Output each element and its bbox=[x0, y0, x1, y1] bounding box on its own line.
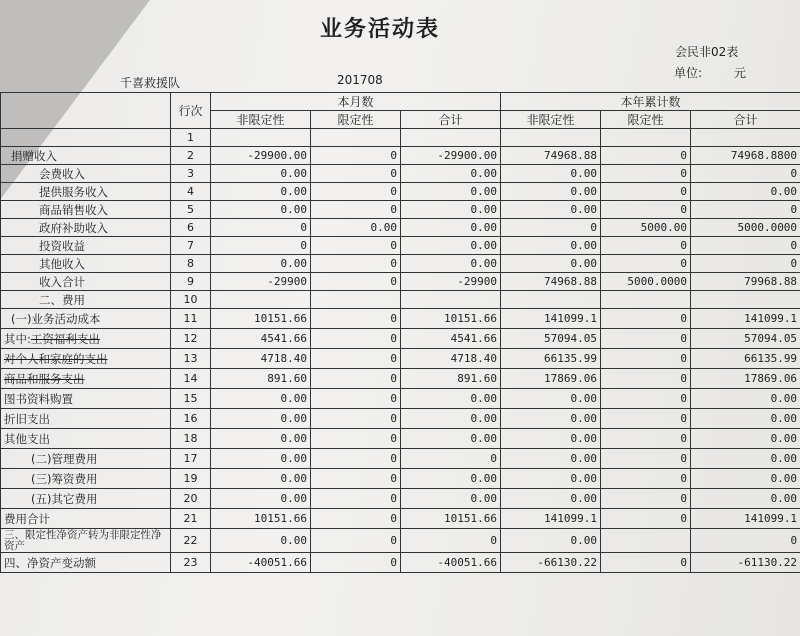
cell-y-unres: 66135.99 bbox=[501, 349, 601, 369]
cell-y-unres: 141099.1 bbox=[501, 309, 601, 329]
cell-m-unres: 0.00 bbox=[211, 469, 311, 489]
row-number: 14 bbox=[171, 369, 211, 389]
struck-label-text: 工资福利支出 bbox=[30, 331, 100, 346]
cell-m-res: 0 bbox=[311, 309, 401, 329]
row-number: 15 bbox=[171, 389, 211, 409]
cell-m-total: 0.00 bbox=[401, 409, 501, 429]
row-number: 18 bbox=[171, 429, 211, 449]
cell-y-total: 0.00 bbox=[691, 409, 800, 429]
table-row bbox=[1, 489, 800, 509]
cell-y-total bbox=[691, 129, 800, 147]
cell-y-total: -61130.22 bbox=[691, 553, 800, 573]
row-label bbox=[1, 329, 171, 349]
table-row bbox=[1, 219, 800, 237]
cell-m-res: 0 bbox=[311, 409, 401, 429]
cell-m-total: 10151.66 bbox=[401, 309, 501, 329]
row-number: 7 bbox=[171, 237, 211, 255]
cell-m-total: 0.00 bbox=[401, 429, 501, 449]
cell-y-res: 0 bbox=[601, 201, 691, 219]
cell-y-unres: 74968.88 bbox=[501, 147, 601, 165]
cell-y-res: 5000.0000 bbox=[601, 273, 691, 291]
month-total-header: 合计 bbox=[401, 111, 501, 129]
cell-m-res: 0 bbox=[311, 183, 401, 201]
row-label bbox=[1, 389, 171, 409]
row-number: 13 bbox=[171, 349, 211, 369]
row-number: 19 bbox=[171, 469, 211, 489]
table-row bbox=[1, 409, 800, 429]
cell-y-unres: 0.00 bbox=[501, 201, 601, 219]
row-label-text: 折旧支出 bbox=[4, 411, 50, 426]
cell-m-res: 0 bbox=[311, 469, 401, 489]
cell-m-total: -29900.00 bbox=[401, 147, 501, 165]
table-row bbox=[1, 509, 800, 529]
cell-m-unres: 0.00 bbox=[211, 529, 311, 553]
cell-y-res: 0 bbox=[601, 369, 691, 389]
row-label-text: 商品销售收入 bbox=[39, 202, 108, 217]
row-label bbox=[1, 489, 171, 509]
row-label bbox=[1, 349, 171, 369]
cell-y-res bbox=[601, 529, 691, 553]
cell-y-unres: 0.00 bbox=[501, 255, 601, 273]
row-label-text: 三、限定性净资产转为非限定性净资产 bbox=[4, 528, 162, 552]
ytd-total-header: 合计 bbox=[691, 111, 800, 129]
cell-m-unres: 0 bbox=[211, 237, 311, 255]
cell-y-res: 0 bbox=[601, 489, 691, 509]
row-label-text: 费用合计 bbox=[4, 511, 50, 526]
cell-y-res: 0 bbox=[601, 389, 691, 409]
cell-m-unres: -29900 bbox=[211, 273, 311, 291]
row-label-text: 会费收入 bbox=[39, 166, 85, 181]
cell-m-unres: 0.00 bbox=[211, 429, 311, 449]
cell-m-unres: -40051.66 bbox=[211, 553, 311, 573]
ytd-unrestricted-header: 非限定性 bbox=[501, 111, 601, 129]
cell-y-unres: 17869.06 bbox=[501, 369, 601, 389]
cell-y-unres: 141099.1 bbox=[501, 509, 601, 529]
table-row bbox=[1, 349, 800, 369]
cell-m-res: 0 bbox=[311, 389, 401, 409]
row-label bbox=[1, 509, 171, 529]
cell-m-res: 0 bbox=[311, 529, 401, 553]
row-label-text: 投资收益 bbox=[39, 238, 85, 253]
organization-name: 千喜救援队 bbox=[120, 76, 181, 90]
cell-m-total: 0 bbox=[401, 529, 501, 553]
cell-y-unres: -66130.22 bbox=[501, 553, 601, 573]
unit-line bbox=[674, 64, 747, 81]
cell-m-unres: 4718.40 bbox=[211, 349, 311, 369]
cell-m-unres: 4541.66 bbox=[211, 329, 311, 349]
row-label bbox=[1, 529, 171, 553]
cell-m-res: 0 bbox=[311, 509, 401, 529]
month-restricted-header: 限定性 bbox=[311, 111, 401, 129]
cell-m-total: 0.00 bbox=[401, 389, 501, 409]
cell-y-res bbox=[601, 129, 691, 147]
report-period: 201708 bbox=[337, 73, 383, 87]
row-label bbox=[1, 469, 171, 489]
cell-y-total bbox=[691, 291, 800, 309]
cell-m-res: 0 bbox=[311, 329, 401, 349]
table-row bbox=[1, 529, 800, 553]
row-number: 8 bbox=[171, 255, 211, 273]
cell-m-res: 0.00 bbox=[311, 219, 401, 237]
cell-y-total: 0 bbox=[691, 255, 800, 273]
table-row bbox=[1, 469, 800, 489]
cell-m-total: 0.00 bbox=[401, 183, 501, 201]
row-number: 1 bbox=[171, 129, 211, 147]
row-label bbox=[1, 183, 171, 201]
cell-m-unres: 0.00 bbox=[211, 201, 311, 219]
cell-y-unres: 74968.88 bbox=[501, 273, 601, 291]
this-month-header: 本月数 bbox=[211, 93, 501, 111]
unit-value: 元 bbox=[734, 66, 747, 80]
row-label-text: 图书资料购置 bbox=[4, 391, 73, 406]
cell-m-res: 0 bbox=[311, 489, 401, 509]
cell-m-res: 0 bbox=[311, 553, 401, 573]
cell-m-res bbox=[311, 291, 401, 309]
cell-y-unres: 57094.05 bbox=[501, 329, 601, 349]
cell-m-res: 0 bbox=[311, 165, 401, 183]
table-row bbox=[1, 255, 800, 273]
table-row bbox=[1, 201, 800, 219]
cell-m-unres bbox=[211, 129, 311, 147]
row-label-text: (一)业务活动成本 bbox=[11, 311, 101, 326]
unit-label: 单位: bbox=[674, 66, 703, 80]
cell-y-total: 79968.88 bbox=[691, 273, 800, 291]
row-label-text: 其他支出 bbox=[4, 431, 50, 446]
cell-y-unres: 0.00 bbox=[501, 389, 601, 409]
cell-y-res: 0 bbox=[601, 349, 691, 369]
cell-m-total: 0.00 bbox=[401, 489, 501, 509]
header-row-1 bbox=[1, 93, 800, 111]
cell-m-total bbox=[401, 291, 501, 309]
cell-y-total: 74968.8800 bbox=[691, 147, 800, 165]
row-label bbox=[1, 429, 171, 449]
cell-y-res: 0 bbox=[601, 509, 691, 529]
row-label bbox=[1, 369, 171, 389]
row-label bbox=[1, 129, 171, 147]
row-number: 16 bbox=[171, 409, 211, 429]
cell-m-unres: 0.00 bbox=[211, 183, 311, 201]
row-no-header: 行次 bbox=[171, 93, 211, 129]
cell-m-unres: 891.60 bbox=[211, 369, 311, 389]
cell-m-unres: 10151.66 bbox=[211, 509, 311, 529]
row-label bbox=[1, 255, 171, 273]
cell-m-unres: -29900.00 bbox=[211, 147, 311, 165]
cell-m-unres bbox=[211, 291, 311, 309]
month-unrestricted-header: 非限定性 bbox=[211, 111, 311, 129]
cell-y-unres: 0.00 bbox=[501, 183, 601, 201]
table-row bbox=[1, 309, 800, 329]
cell-m-total: -40051.66 bbox=[401, 553, 501, 573]
cell-y-res: 0 bbox=[601, 449, 691, 469]
struck-label-text: 对个人和家庭的支出 bbox=[4, 351, 108, 366]
cell-m-unres: 0 bbox=[211, 219, 311, 237]
cell-y-unres: 0.00 bbox=[501, 165, 601, 183]
row-label-text: 政府补助收入 bbox=[39, 220, 108, 235]
cell-y-total: 17869.06 bbox=[691, 369, 800, 389]
row-number: 5 bbox=[171, 201, 211, 219]
table-body bbox=[1, 129, 800, 573]
cell-m-total: 4718.40 bbox=[401, 349, 501, 369]
cell-y-res: 0 bbox=[601, 255, 691, 273]
row-number: 17 bbox=[171, 449, 211, 469]
cell-m-total: 4541.66 bbox=[401, 329, 501, 349]
cell-m-res: 0 bbox=[311, 255, 401, 273]
ytd-header: 本年累计数 bbox=[501, 93, 800, 111]
cell-m-total: 891.60 bbox=[401, 369, 501, 389]
row-number: 10 bbox=[171, 291, 211, 309]
cell-y-unres: 0.00 bbox=[501, 529, 601, 553]
cell-y-total: 0.00 bbox=[691, 449, 800, 469]
row-label-text: 提供服务收入 bbox=[39, 184, 108, 199]
cell-y-unres: 0.00 bbox=[501, 409, 601, 429]
cell-m-res: 0 bbox=[311, 349, 401, 369]
cell-y-total: 0.00 bbox=[691, 389, 800, 409]
row-label bbox=[1, 273, 171, 291]
cell-m-total bbox=[401, 129, 501, 147]
cell-y-total: 0 bbox=[691, 201, 800, 219]
table-row bbox=[1, 237, 800, 255]
table-row bbox=[1, 165, 800, 183]
item-header-cell bbox=[1, 93, 171, 129]
cell-m-total: 0.00 bbox=[401, 201, 501, 219]
row-number: 2 bbox=[171, 147, 211, 165]
cell-m-unres: 0.00 bbox=[211, 409, 311, 429]
row-label bbox=[1, 165, 171, 183]
cell-m-res bbox=[311, 129, 401, 147]
row-number: 6 bbox=[171, 219, 211, 237]
cell-m-res: 0 bbox=[311, 369, 401, 389]
cell-y-unres: 0.00 bbox=[501, 237, 601, 255]
cell-y-total: 0 bbox=[691, 237, 800, 255]
cell-m-res: 0 bbox=[311, 201, 401, 219]
ytd-restricted-header: 限定性 bbox=[601, 111, 691, 129]
table-row bbox=[1, 329, 800, 349]
cell-y-res: 0 bbox=[601, 329, 691, 349]
cell-y-total: 5000.0000 bbox=[691, 219, 800, 237]
row-number: 20 bbox=[171, 489, 211, 509]
table-row bbox=[1, 369, 800, 389]
cell-m-total: 0.00 bbox=[401, 165, 501, 183]
cell-y-res: 0 bbox=[601, 165, 691, 183]
cell-m-total: 0.00 bbox=[401, 219, 501, 237]
cell-y-res: 0 bbox=[601, 309, 691, 329]
row-number: 12 bbox=[171, 329, 211, 349]
table-row bbox=[1, 183, 800, 201]
cell-m-res: 0 bbox=[311, 429, 401, 449]
cell-m-total: 10151.66 bbox=[401, 509, 501, 529]
row-number: 9 bbox=[171, 273, 211, 291]
row-number: 21 bbox=[171, 509, 211, 529]
cell-m-res: 0 bbox=[311, 147, 401, 165]
row-label-text: (三)筹资费用 bbox=[31, 471, 98, 486]
table-row bbox=[1, 553, 800, 573]
table-row bbox=[1, 429, 800, 449]
cell-m-res: 0 bbox=[311, 273, 401, 291]
row-label bbox=[1, 449, 171, 469]
row-number: 4 bbox=[171, 183, 211, 201]
form-number: 会民非02表 bbox=[675, 45, 739, 59]
table-row bbox=[1, 449, 800, 469]
table-row bbox=[1, 389, 800, 409]
row-label bbox=[1, 409, 171, 429]
cell-y-res: 0 bbox=[601, 147, 691, 165]
cell-y-res: 0 bbox=[601, 553, 691, 573]
table-row bbox=[1, 147, 800, 165]
cell-y-res: 0 bbox=[601, 237, 691, 255]
cell-m-total: 0.00 bbox=[401, 255, 501, 273]
cell-y-res bbox=[601, 291, 691, 309]
cell-y-total: 57094.05 bbox=[691, 329, 800, 349]
cell-y-total: 66135.99 bbox=[691, 349, 800, 369]
cell-y-unres: 0.00 bbox=[501, 489, 601, 509]
row-number: 23 bbox=[171, 553, 211, 573]
row-label-text: (五)其它费用 bbox=[31, 491, 98, 506]
row-label bbox=[1, 237, 171, 255]
cell-m-res: 0 bbox=[311, 449, 401, 469]
cell-y-unres: 0.00 bbox=[501, 449, 601, 469]
row-label-text: 二、费用 bbox=[39, 292, 85, 307]
cell-y-total: 0 bbox=[691, 165, 800, 183]
row-number: 11 bbox=[171, 309, 211, 329]
row-label bbox=[1, 291, 171, 309]
cell-y-total: 0.00 bbox=[691, 429, 800, 449]
cell-y-unres bbox=[501, 291, 601, 309]
row-label-text: 捐赠收入 bbox=[11, 148, 57, 163]
row-label-text: 其他收入 bbox=[39, 256, 85, 271]
cell-y-unres bbox=[501, 129, 601, 147]
row-label bbox=[1, 201, 171, 219]
cell-m-total: 0.00 bbox=[401, 237, 501, 255]
cell-y-res: 0 bbox=[601, 429, 691, 449]
cell-y-res: 5000.00 bbox=[601, 219, 691, 237]
cell-y-res: 0 bbox=[601, 409, 691, 429]
cell-m-unres: 0.00 bbox=[211, 255, 311, 273]
table-row bbox=[1, 291, 800, 309]
cell-y-total: 141099.1 bbox=[691, 509, 800, 529]
cell-m-unres: 10151.66 bbox=[211, 309, 311, 329]
row-label bbox=[1, 553, 171, 573]
row-number: 3 bbox=[171, 165, 211, 183]
report-title: 业务活动表 bbox=[319, 16, 440, 42]
row-label-text: (二)管理费用 bbox=[31, 451, 98, 466]
cell-y-total: 0.00 bbox=[691, 183, 800, 201]
row-label bbox=[1, 309, 171, 329]
table-row bbox=[1, 273, 800, 291]
cell-m-total: -29900 bbox=[401, 273, 501, 291]
row-label-text: 收入合计 bbox=[39, 274, 85, 289]
table-row bbox=[1, 129, 800, 147]
cell-y-unres: 0 bbox=[501, 219, 601, 237]
row-label bbox=[1, 219, 171, 237]
cell-m-res: 0 bbox=[311, 237, 401, 255]
activity-table bbox=[0, 92, 800, 573]
row-label-text: 四、净资产变动额 bbox=[4, 555, 96, 570]
cell-y-total: 141099.1 bbox=[691, 309, 800, 329]
cell-m-unres: 0.00 bbox=[211, 389, 311, 409]
cell-y-total: 0 bbox=[691, 529, 800, 553]
cell-y-unres: 0.00 bbox=[501, 429, 601, 449]
cell-m-unres: 0.00 bbox=[211, 449, 311, 469]
cell-y-res: 0 bbox=[601, 183, 691, 201]
cell-y-res: 0 bbox=[601, 469, 691, 489]
cell-y-total: 0.00 bbox=[691, 489, 800, 509]
row-number: 22 bbox=[171, 529, 211, 553]
cell-m-total: 0.00 bbox=[401, 469, 501, 489]
cell-m-total: 0 bbox=[401, 449, 501, 469]
cell-y-total: 0.00 bbox=[691, 469, 800, 489]
cell-m-unres: 0.00 bbox=[211, 165, 311, 183]
row-label-text: 其中: bbox=[4, 331, 31, 346]
row-label bbox=[1, 147, 171, 165]
cell-y-unres: 0.00 bbox=[501, 469, 601, 489]
cell-m-unres: 0.00 bbox=[211, 489, 311, 509]
struck-label-text: 商品和服务支出 bbox=[4, 371, 85, 386]
